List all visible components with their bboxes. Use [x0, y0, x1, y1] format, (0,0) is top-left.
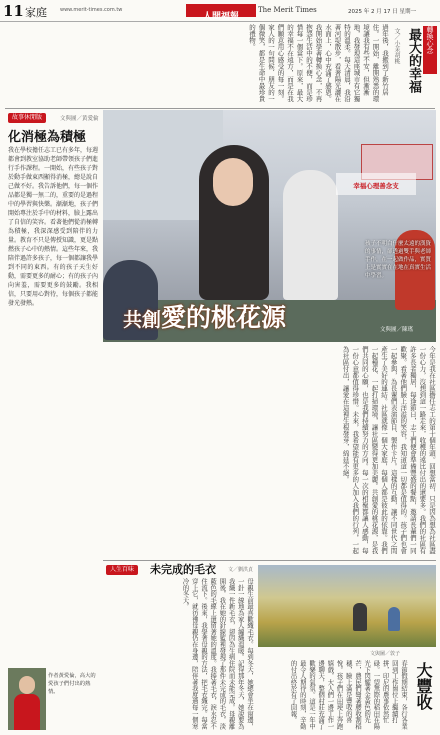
column-byline: 文／小茉胡桃: [393, 28, 400, 64]
bottom-left-tag: 人生百味: [106, 565, 138, 575]
feature-body: 我在學校擔任志工已有多年，每週都會到教室協助老師帶領孩子們進行手作課程。一開始，有些孩子對於動手做東西顯得消極，總是說自己做不好。我告訴他們，每一個作品都是獨一無二的，重要的是過程中的學習與快樂。漸漸地，孩子們開始專注於手中的材料，臉上露出了自信的笑容。看著他們從消極轉為積極，我深深感受到陪伴的力量。教育不只是傳授知識，更是點燃孩子心中的熱情。這些年來，我陪伴過許多孩子，每一個都讓我學到不同的東西。有的孩子天生好動，需要更多的耐心；有的孩子內向害羞，需要更多的鼓勵。我相信，只要用心對待，每個孩子都能發光發熱。: [8, 147, 98, 307]
author-body: [14, 694, 40, 730]
feature-title: 化消極為積極: [8, 130, 87, 145]
feature-tag: 故事休閒版: [8, 113, 46, 123]
author-caption: 作者黃愛倫，高大的愛孩子們付出的熱情。: [48, 673, 96, 695]
page-number: 11: [3, 2, 24, 20]
bottom-left-title: 未完成的毛衣: [150, 563, 216, 576]
logo-english: The Merit Times: [258, 6, 317, 14]
issue-date: 2025 年 2 月 17 日 星期一: [348, 9, 416, 15]
title-main: 愛的桃花源: [161, 303, 287, 332]
harvest-body: 春節假期結束，各行各業回到工作崗位上繼續打拼，印尼的農事依然忙碌。一望無際的稻田在陽光下閃耀著金黃色的光芒，農民們彎著腰收割稻穗，臉上滿是豐收的喜悅。孩子們在田埂上奔跑嬉戲，大人們一邊工作一邊聊天，整個村莊充滿了歡樂的氣氛。這是一年中最令人期待的時刻，辛勤的付出終於有了回報。: [289, 660, 407, 730]
main-story-body: 今年是我在社區擔任志工的第十個年頭。回想當初，只是因為想為社區盡一份心力，沒想到這一路走來，收穫的遠比付出的還要多。我們的社區有許多長者獨居，每逢節日，志工們便會準備豐盛的餐點，邀請長輩們一同歡聚。看著他們臉上洋溢的笑容，我知道這一切都是值得的。孩子們也會一起參與，為長輩們表演節目、製作卡片。這樣的互動，讓不同世代之間產生了美好的連結。社區就像一個大家庭，每個人都是彼此的依靠。我們一起種花、一起打掃環境，讓社區變得更加美麗。共創愛的桃花源，是我們共同的心願，也是我們持續努力的方向。每一次的相聚都讓人感動，每一份心意都值得珍惜。未來，我希望能有更多的人加入我們的行列，一起為社區付出，讓愛在這裡生根發芽，綿延不絕。: [341, 346, 436, 554]
author-face: [19, 676, 35, 694]
teacher: [283, 170, 338, 300]
bottom-left-byline: 文／劉洪貞: [228, 567, 254, 573]
column-body: 過年後，我搬到了新竹居住。一開始，離開熟悉的環境讓我有些不安，但漸漸地，我發現這座城市有它獨特的溫柔。每天清晨，我沿著河堤散步，看著陽光灑在水面上，心中充滿了感恩。我開始學著轉換心念，不再抱怨生活中的不便，而是珍惜每一個當下。原來，最大的幸福不在遠方，而是在我們願意用心感受的每一刻。家人的一句問候、朋友的一個微笑，都是生命中最珍貴的禮物。: [248, 24, 389, 102]
column-tag: 轉換心念: [423, 26, 437, 74]
feature-divider: [5, 108, 435, 109]
harvest-title: 大豐收: [414, 662, 433, 710]
column-title: 最大的幸福: [406, 28, 421, 93]
student-girl-face: [213, 158, 253, 206]
header-url: www.merit-times.com.tw: [60, 7, 123, 13]
feature-byline: 文與圖／黃愛倫: [60, 116, 99, 122]
harvest-farmer-2: [388, 607, 400, 631]
logo-text: 人間福報: [202, 12, 239, 22]
title-lead: 共創: [123, 309, 162, 331]
main-story-title: [123, 298, 363, 338]
main-story-byline: 文與圖／陳瑤: [380, 327, 414, 333]
harvest-farmer: [353, 603, 367, 631]
bottom-left-body: 母親生前最喜歡織毛衣。每到冬天，她總會坐在窗邊，一針一線地為家人編織溫暖。記得那年冬天，她說要為我織一件新毛衣，卻因為生病住院而未能完成。母親離開後，我在她的針線籃裡發現了那件未完成的毛衣，淡藍色的毛線上還留著她的溫度。我捧著毛衣，淚水忍不住流下。後來，我學著母親的方法，把毛衣織完。每當穿上它，就彷彿母親仍在身邊，陪伴著我度過每一個寒冷的冬天。: [181, 578, 253, 730]
harvest-photo: [258, 565, 436, 647]
author-photo: [8, 668, 46, 730]
page-header: [0, 0, 440, 22]
masthead-logo: [186, 4, 256, 22]
photo-logo: 幸福心理善念支: [336, 173, 416, 195]
section-name: 家庭: [25, 6, 47, 19]
harvest-byline: 文與圖／敦子: [370, 651, 401, 657]
photo-caption: 孩子不明白什麼太遠的漢資的事情，卻透過雙手與老師手作，在一起做作品，實質上是實實在在地在真實生活中學習。: [365, 241, 432, 279]
